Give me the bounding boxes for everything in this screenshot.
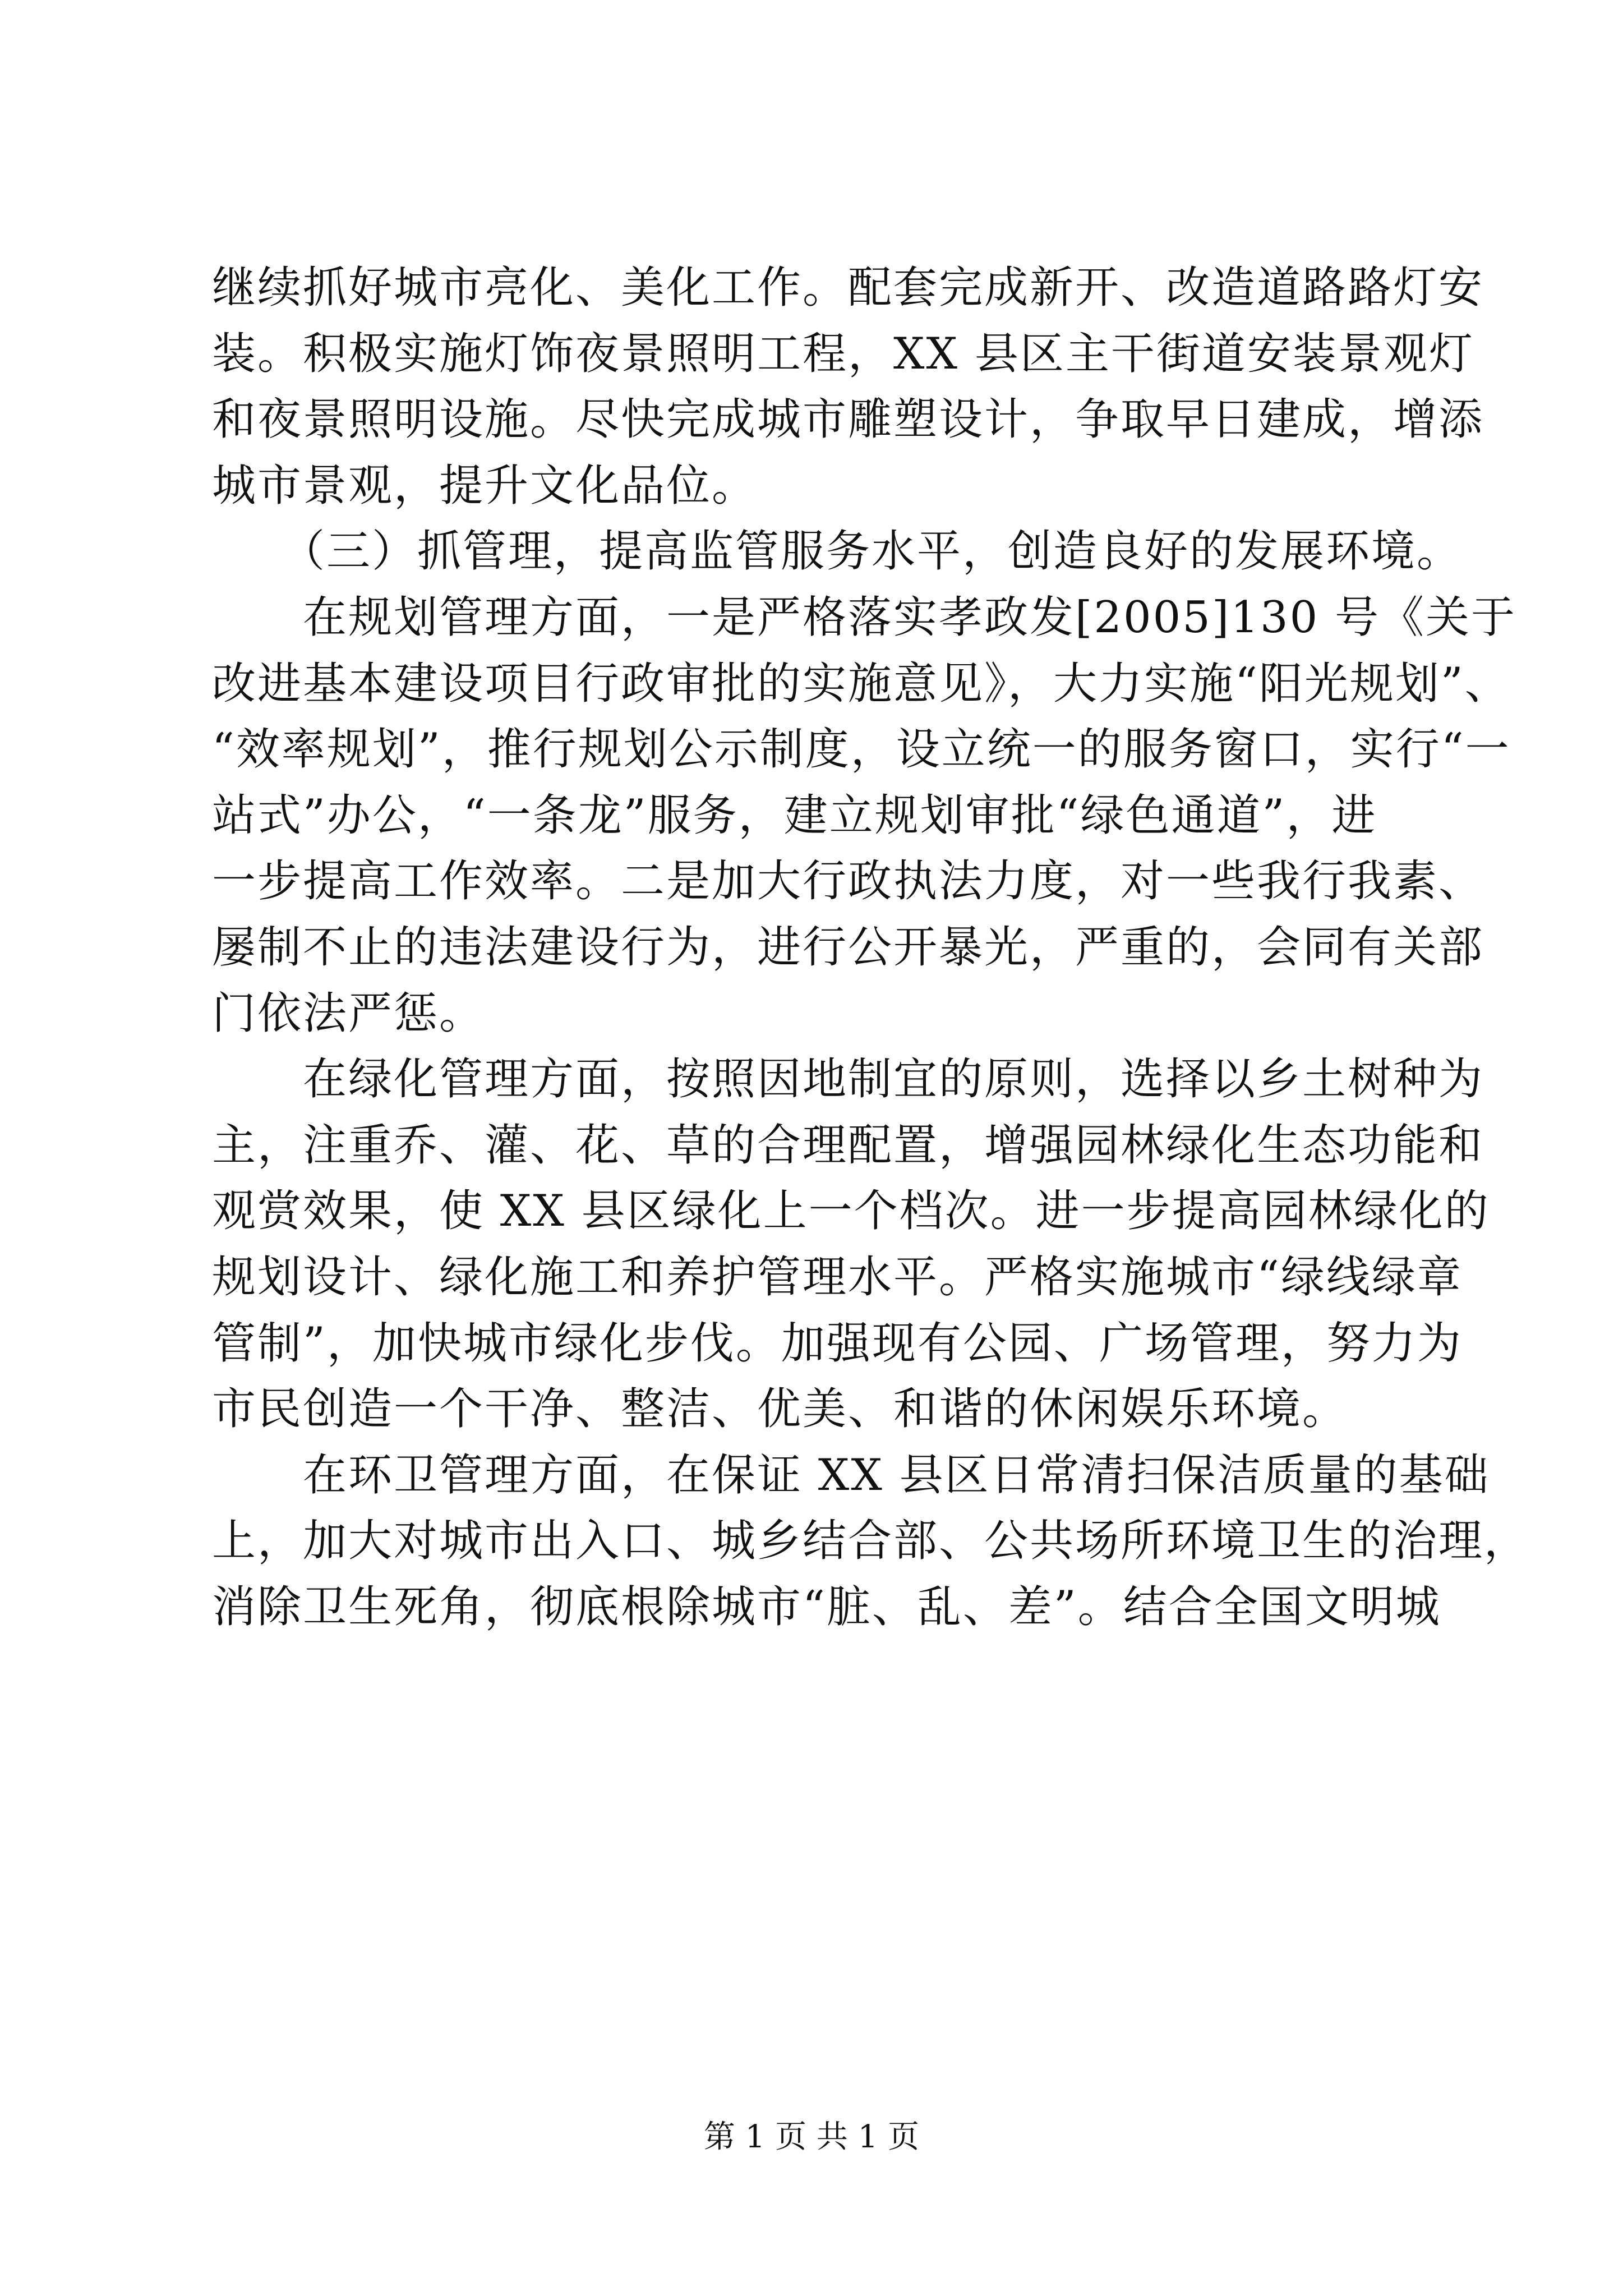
text-line: 和夜景照明设施。尽快完成城市雕塑设计，争取早日建成，增添: [212, 394, 1484, 445]
text-line: 在绿化管理方面，按照因地制宜的原则，选择以乡土树种为: [212, 1054, 1484, 1105]
text-line: 市民创造一个干净、整洁、优美、和谐的休闲娱乐环境。: [212, 1384, 1348, 1435]
text-line: 在环卫管理方面，在保证 XX 县区日常清扫保洁质量的基础: [212, 1450, 1490, 1501]
text-line: 在规划管理方面，一是严格落实孝政发[2005]130 号《关于: [212, 592, 1517, 643]
page-footer: [0, 2118, 1623, 2157]
text-line: 上，加大对城市出入口、城乡结合部、公共场所环境卫生的治理，: [212, 1516, 1530, 1567]
text-line: 改进基本建设项目行政审批的实施意见》，大力实施“阳光规划”、: [212, 658, 1510, 709]
text-line: 继续抓好城市亮化、美化工作。配套完成新开、改造道路路灯安: [212, 263, 1484, 313]
text-line: 站式”办公，“一条龙”服务，建立规划审批“绿色通道”，进: [212, 790, 1377, 841]
text-line: 消除卫生死角，彻底根除城市“脏、乱、差”。结合全国文明城: [212, 1581, 1441, 1632]
text-line: 装。积极实施灯饰夜景照明工程，XX 县区主干街道安装景观灯: [212, 328, 1474, 379]
text-line: “效率规划”，推行规划公示制度，设立统一的服务窗口，实行“一: [212, 724, 1511, 775]
text-line: 观赏效果，使 XX 县区绿化上一个档次。进一步提高园林绿化的: [212, 1186, 1490, 1237]
text-line: 主，注重乔、灌、花、草的合理配置，增强园林绿化生态功能和: [212, 1120, 1484, 1171]
text-line: 管制”，加快城市绿化步伐。加强现有公园、广场管理，努力为: [212, 1318, 1463, 1369]
text-line: 门依法严惩。: [212, 988, 485, 1039]
text-line: 屡制不止的违法建设行为，进行公开暴光，严重的，会同有关部: [212, 922, 1484, 973]
text-line: 一步提高工作效率。二是加大行政执法力度，对一些我行我素、: [212, 856, 1484, 907]
document-body: [212, 255, 1530, 1640]
text-line: 城市景观，提升文化品位。: [212, 460, 758, 511]
section-heading: （三）抓管理，提高监管服务水平，创造良好的发展环境。: [212, 526, 1463, 577]
text-line: 规划设计、绿化施工和养护管理水平。严格实施城市“绿线绿章: [212, 1251, 1463, 1303]
page-number-label: 第 1 页 共 1 页: [703, 2119, 920, 2155]
